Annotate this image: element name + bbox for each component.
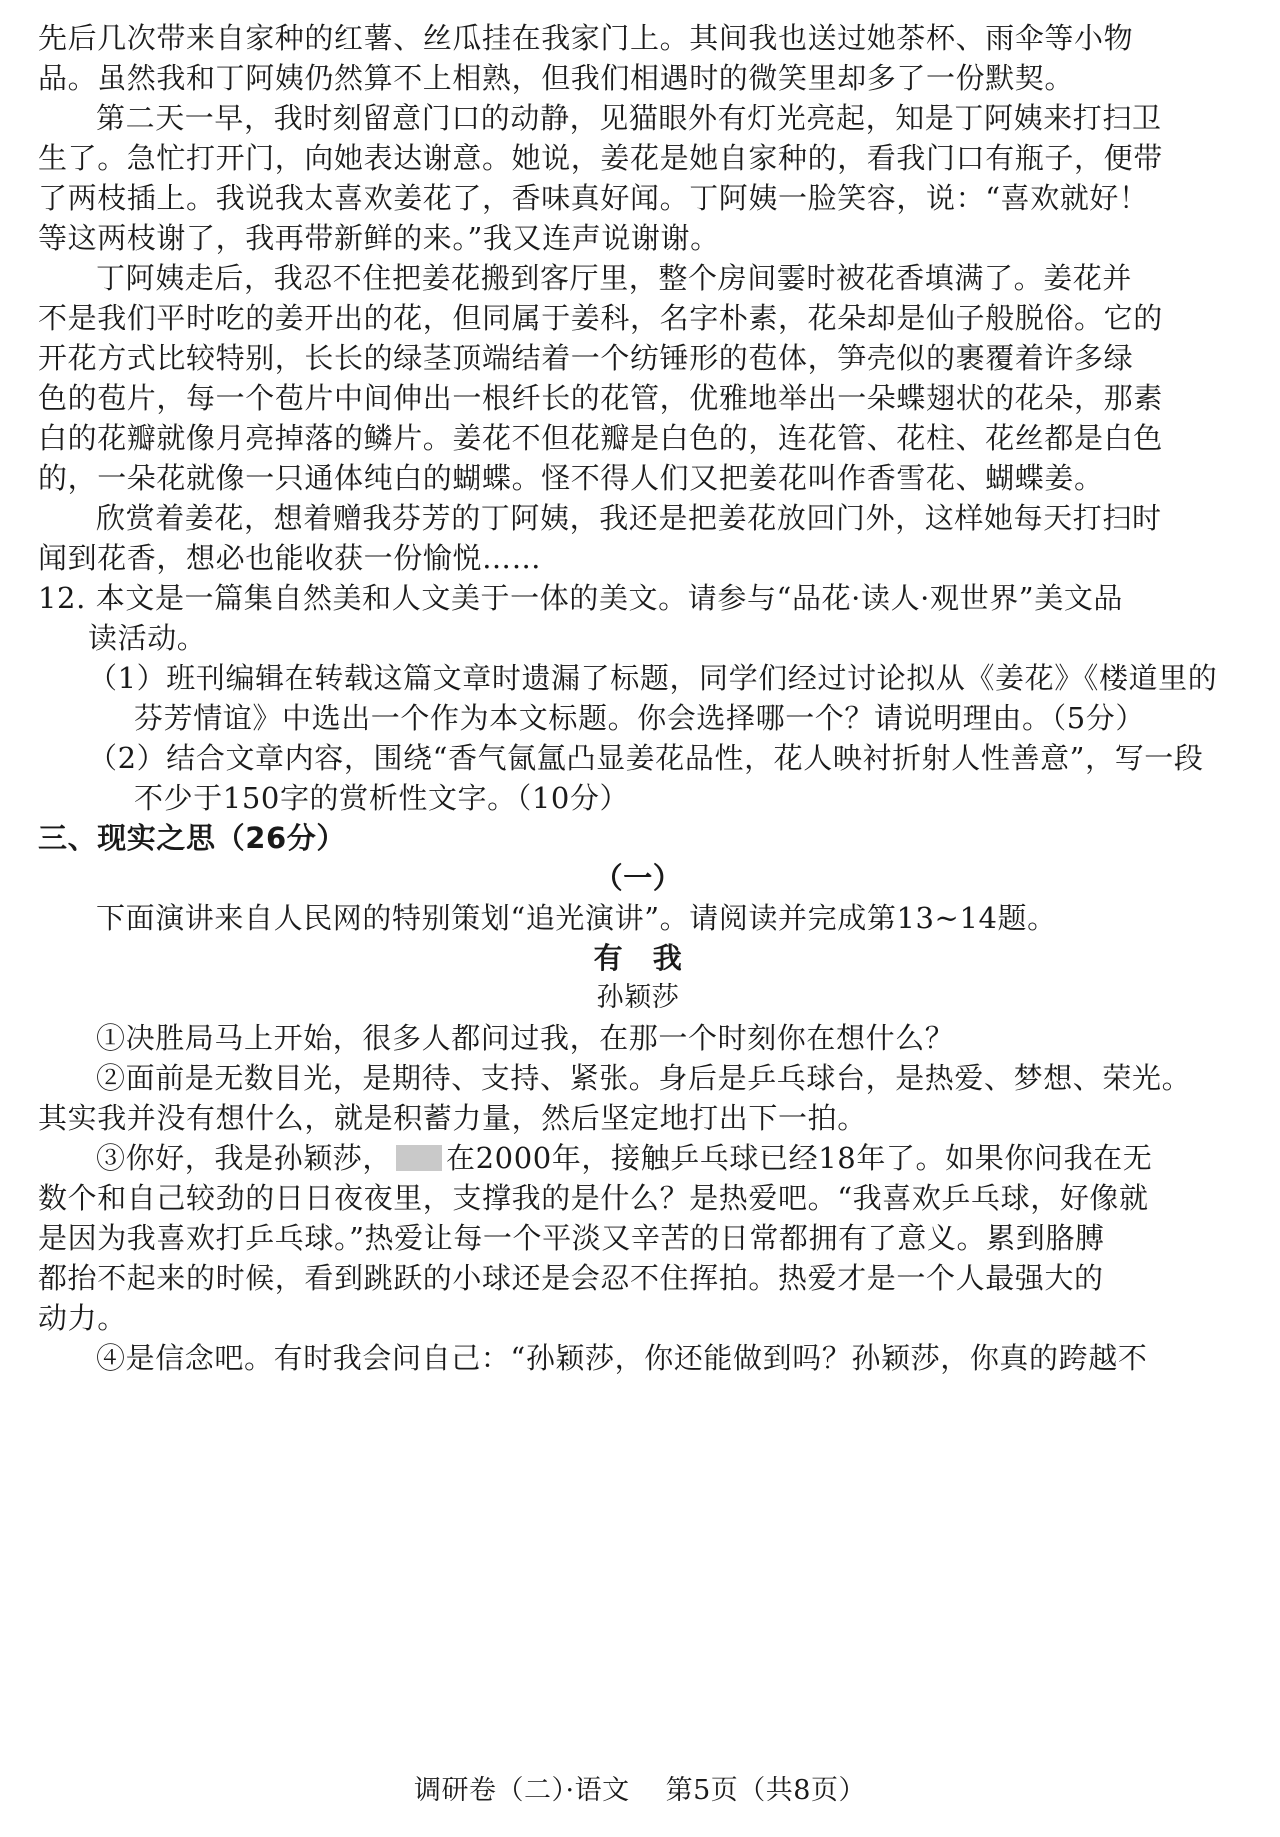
text-line: 白的花瓣就像月亮掉落的鳞片。姜花不但花瓣是白色的，连花管、花柱、花丝都是白色 xyxy=(38,421,1163,455)
text-line: 丁阿姨走后，我忍不住把姜花搬到客厅里，整个房间霎时被花香填满了。姜花并 xyxy=(96,261,1133,295)
redacted-block xyxy=(396,1145,442,1171)
article-author: 孙颖莎 xyxy=(596,982,680,1013)
text-line: 品。虽然我和丁阿姨仍然算不上相熟，但我们相遇时的微笑里却多了一份默契。 xyxy=(38,61,1075,95)
passage-paragraph-3 xyxy=(38,258,1238,498)
text-line: 等这两枝谢了，我再带新鲜的来。”我又连声说谢谢。 xyxy=(38,221,720,255)
text-line: 先后几次带来自家种的红薯、丝瓜挂在我家门上。其间我也送过她茶杯、雨伞等小物 xyxy=(38,21,1134,55)
text-line: 的，一朵花就像一只通体纯白的蝴蝶。怪不得人们又把姜花叫作香雪花、蝴蝶姜。 xyxy=(38,461,1104,495)
text-line: ②面前是无数目光，是期待、支持、紧张。身后是乒乓球台，是热爱、梦想、荣光。 xyxy=(96,1061,1192,1095)
article-title: 有 我 xyxy=(593,941,683,975)
speech-paragraph-4: ④是信念吧。有时我会问自己：“孙颖莎，你还能做到吗？孙颖莎，你真的跨越不 xyxy=(96,1341,1148,1375)
speech-paragraph-2 xyxy=(38,1058,1238,1138)
text-line: 生了。急忙打开门，向她表达谢意。她说，姜花是她自家种的，看我门口有瓶子，便带 xyxy=(38,141,1163,175)
text-line xyxy=(38,1138,1238,1178)
text-line: 都抬不起来的时候，看到跳跃的小球还是会忍不住挥拍。热爱才是一个人最强大的 xyxy=(38,1261,1104,1295)
text-line: 动力。 xyxy=(38,1301,127,1335)
text-segment: ③你好，我是孙颖莎， xyxy=(96,1141,393,1175)
footer-paper-name: 调研卷（二）·语文 xyxy=(414,1775,630,1806)
passage-paragraph-1 xyxy=(38,18,1238,98)
page-footer xyxy=(0,1768,1280,1807)
part-label: （一） xyxy=(593,861,683,895)
text-line: 不是我们平时吃的姜开出的花，但同属于姜科，名字朴素，花朵却是仙子般脱俗。它的 xyxy=(38,301,1163,335)
question-stem-line: 12. 本文是一篇集自然美和人文美于一体的美文。请参与“品花·读人·观世界”美文品 xyxy=(38,581,1124,615)
text-line: 闻到花香，想必也能收获一份愉悦…… xyxy=(38,541,542,575)
speech-paragraph-1: ①决胜局马上开始，很多人都问过我，在那一个时刻你在想什么？ xyxy=(96,1021,955,1055)
text-line: 是因为我喜欢打乒乓球。”热爱让每一个平淡又辛苦的日常都拥有了意义。累到胳膊 xyxy=(38,1221,1105,1255)
subquestion-2-line: （2）结合文章内容，围绕“香气氤氲凸显姜花品性，花人映衬折射人性善意”，写一段 xyxy=(88,741,1204,775)
text-line: 欣赏着姜花，想着赠我芬芳的丁阿姨，我还是把姜花放回门外，这样她每天打扫时 xyxy=(96,501,1162,535)
exam-page xyxy=(38,18,1238,1378)
speech-paragraph-3 xyxy=(38,1138,1238,1338)
text-line: 色的苞片，每一个苞片中间伸出一根纤长的花管，优雅地举出一朵蝶翅状的花朵，那素 xyxy=(38,381,1163,415)
subquestion-1-line: 芬芳情谊》中选出一个作为本文标题。你会选择哪一个？请说明理由。（5分） xyxy=(134,701,1145,735)
text-line: 开花方式比较特别，长长的绿茎顶端结着一个纺锤形的苞体，笋壳似的裹覆着许多绿 xyxy=(38,341,1134,375)
footer-page-number: 第5页（共8页） xyxy=(665,1775,866,1806)
text-line: 第二天一早，我时刻留意门口的动静，见猫眼外有灯光亮起，知是丁阿姨来打扫卫 xyxy=(96,101,1162,135)
section-intro: 下面演讲来自人民网的特别策划“追光演讲”。请阅读并完成第13~14题。 xyxy=(96,901,1057,935)
passage-paragraph-4 xyxy=(38,498,1238,578)
subquestion-2-line: 不少于150字的赏析性文字。（10分） xyxy=(134,781,630,815)
subquestion-1-line: （1）班刊编辑在转载这篇文章时遗漏了标题，同学们经过讨论拟从《姜花》《楼道里的 xyxy=(88,661,1218,695)
section-heading: 三、现实之思（26分） xyxy=(38,821,346,855)
text-line: 了两枝插上。我说我太喜欢姜花了，香味真好闻。丁阿姨一脸笑容，说：“喜欢就好！ xyxy=(38,181,1149,215)
text-line: 其实我并没有想什么，就是积蓄力量，然后坚定地打出下一拍。 xyxy=(38,1101,867,1135)
question-12 xyxy=(38,578,1238,818)
question-stem-line: 读活动。 xyxy=(88,621,207,655)
text-segment: 在2000年，接触乒乓球已经18年了。如果你问我在无 xyxy=(446,1141,1153,1175)
text-line: 数个和自己较劲的日日夜夜里，支撑我的是什么？是热爱吧。“我喜欢乒乓球，好像就 xyxy=(38,1181,1149,1215)
passage-paragraph-2 xyxy=(38,98,1238,258)
